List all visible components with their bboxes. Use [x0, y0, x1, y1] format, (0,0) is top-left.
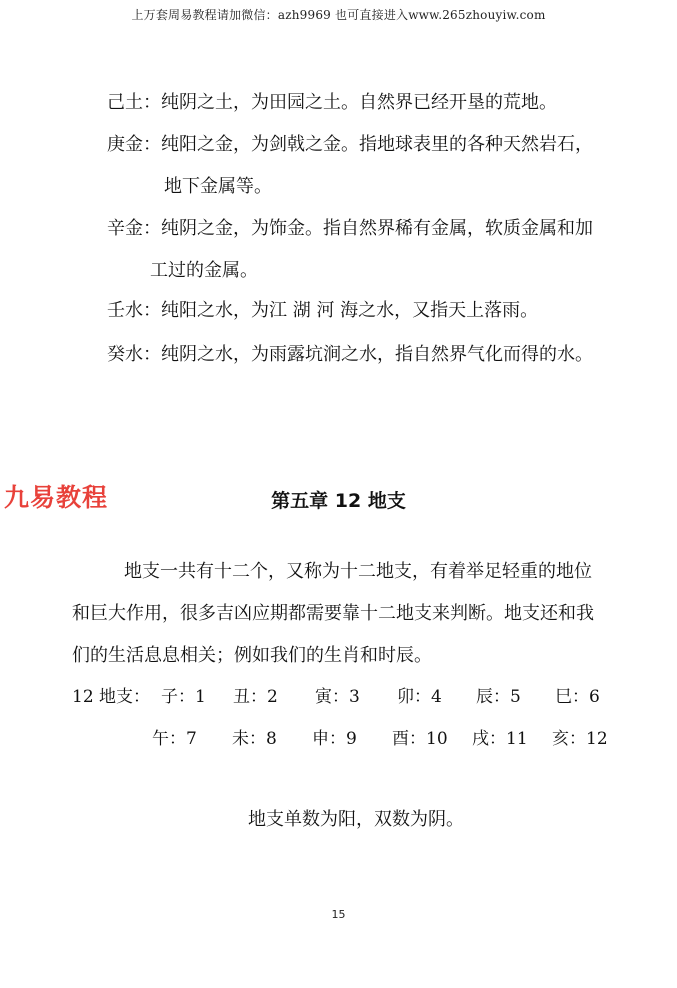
watermark-logo: 九易教程 [4, 483, 109, 512]
branch-hai: 亥：12 [552, 729, 608, 749]
branch-shen: 申：9 [312, 729, 357, 749]
stem-geng-metal-continued: 地下金属等。 [164, 176, 272, 197]
branch-wu: 午：7 [152, 729, 197, 749]
branch-chen: 辰：5 [476, 687, 521, 707]
intro-line-3: 们的生活息息相关；例如我们的生肖和时辰。 [72, 645, 432, 666]
stem-ji-earth: 己土：纯阴之土，为田园之土。自然界已经开垦的荒地。 [107, 92, 557, 113]
chapter-title: 第五章 12 地支 [271, 490, 406, 512]
branch-mao: 卯：4 [397, 687, 442, 707]
stem-gui-water: 癸水：纯阴之水，为雨露坑涧之水，指自然界气化而得的水。 [107, 344, 593, 365]
page-number: 15 [331, 908, 346, 921]
page-header: 上万套周易教程请加微信：azh9969 也可直接进入www.265zhouyiw.com [131, 8, 546, 22]
branch-wei: 未：8 [232, 729, 277, 749]
branches-row-1 [0, 682, 677, 706]
branches-row-2 [0, 724, 677, 748]
branches-label: 12 地支： [72, 687, 151, 707]
stem-xin-metal: 辛金：纯阴之金，为饰金。指自然界稀有金属，软质金属和加 [107, 218, 593, 239]
stem-geng-metal: 庚金：纯阳之金，为剑戟之金。指地球表里的各种天然岩石， [107, 134, 593, 155]
intro-line-1: 地支一共有十二个，又称为十二地支，有着举足轻重的地位 [124, 561, 592, 582]
branch-zi: 子：1 [161, 687, 206, 707]
branch-xu: 戌：11 [472, 729, 528, 749]
branch-you: 酉：10 [392, 729, 448, 749]
branch-yin: 寅：3 [315, 687, 360, 707]
intro-line-2: 和巨大作用，很多吉凶应期都需要靠十二地支来判断。地支还和我 [72, 603, 594, 624]
stem-ren-water: 壬水：纯阳之水，为江 湖 河 海之水，又指天上落雨。 [107, 300, 539, 321]
stem-xin-metal-continued: 工过的金属。 [150, 260, 258, 281]
branch-chou: 丑：2 [233, 687, 278, 707]
branch-si: 巳：6 [555, 687, 600, 707]
yin-yang-summary: 地支单数为阳，双数为阴。 [248, 809, 464, 830]
